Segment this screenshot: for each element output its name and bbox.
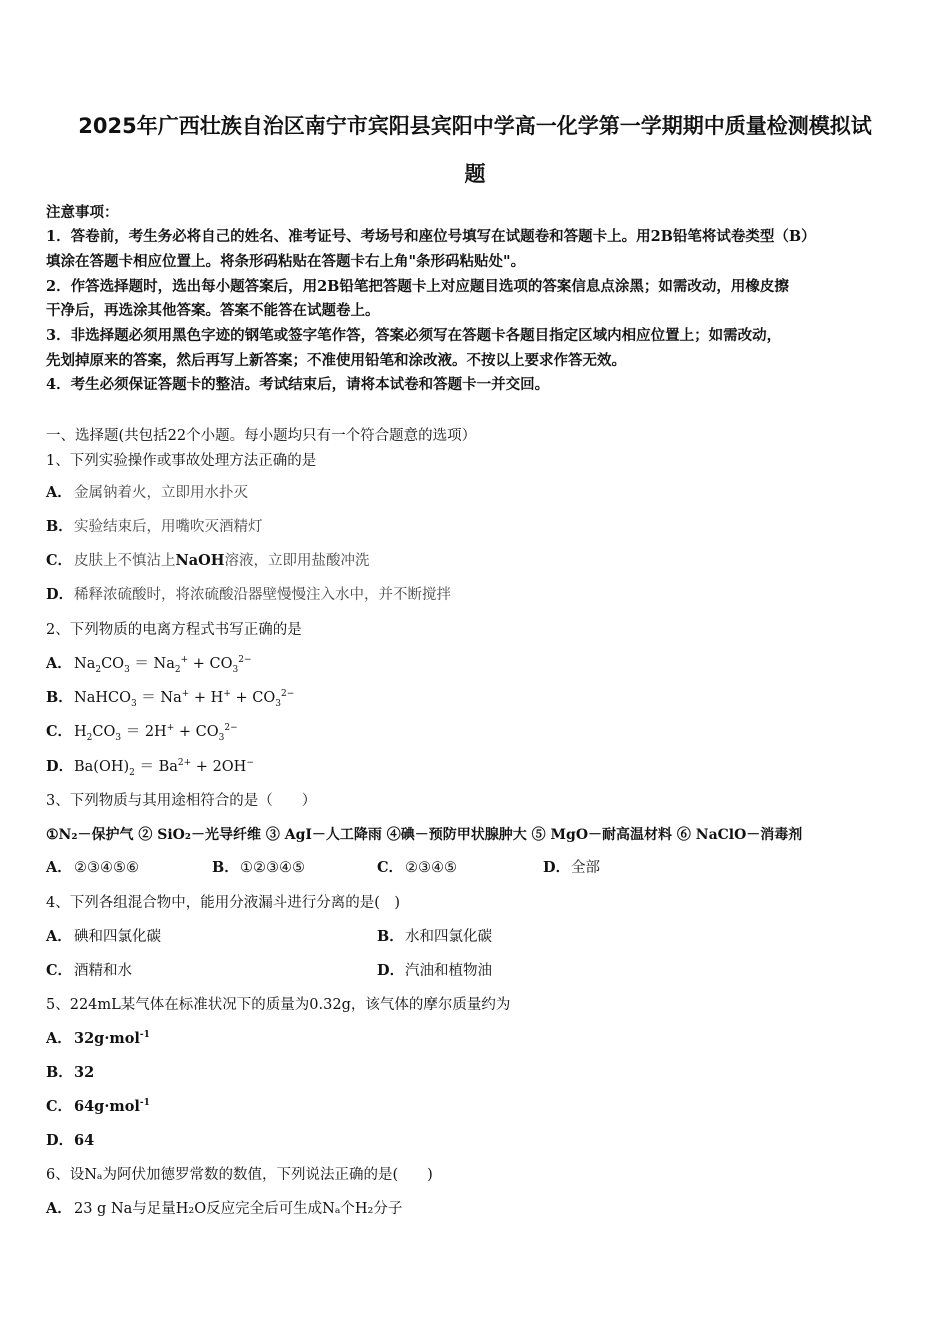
option-label: D． (543, 859, 571, 876)
q2-stem: 2、下列物质的电离方程式书写正确的是 (46, 622, 302, 638)
option-text: 汽油和植物油 (405, 963, 492, 979)
q5-stem: 5、224mL某气体在标准状况下的质量为0.32g，该气体的摩尔质量约为 (46, 997, 511, 1013)
option-label: B． (46, 518, 73, 535)
q1-option-d (46, 585, 451, 605)
q1-option-a (46, 483, 248, 503)
q5-option-b (46, 1063, 94, 1083)
q5-option-c (46, 1097, 150, 1117)
option-text: 稀释浓硫酸时，将浓硫酸沿器壁慢慢注入水中，并不断搅拌 (74, 587, 451, 603)
notice-item-4: 4．考生必须保证答题卡的整洁。考试结束后，请将本试卷和答题卡一并交回。 (46, 376, 550, 393)
notice-item-2b: 干净后，再选涂其他答案。答案不能答在试题卷上。 (46, 302, 380, 319)
option-text: 金属钠着火，立即用水扑灭 (74, 485, 248, 501)
q2-option-d (46, 757, 254, 777)
q5-option-d (46, 1131, 94, 1151)
option-label: A． (46, 1200, 72, 1217)
option-label: C． (46, 723, 73, 740)
option-text: 酒精和水 (74, 963, 132, 979)
option-text: 水和四氯化碳 (405, 929, 492, 945)
q6-stem: 6、设Nₐ为阿伏加德罗常数的数值，下列说法正确的是( ) (46, 1167, 433, 1183)
option-label: D． (46, 758, 74, 775)
option-superscript: -1 (139, 1098, 150, 1109)
option-text: ②③④⑤ (405, 860, 457, 876)
q3-stem: 3、下列物质与其用途相符合的是（ ） (46, 793, 317, 809)
option-text: ①②③④⑤ (240, 860, 305, 876)
q1-option-c (46, 551, 369, 571)
option-label: C． (377, 859, 404, 876)
option-text: 实验结束后，用嘴吹灭酒精灯 (74, 519, 263, 535)
q6-option-a (46, 1199, 402, 1219)
option-label: C． (46, 552, 73, 569)
option-label: B． (212, 859, 239, 876)
section-heading: 一、选择题(共包括22个小题。每小题均只有一个符合题意的选项） (46, 428, 477, 444)
notice-item-1b: 填涂在答题卡相应位置上。将条形码粘贴在答题卡右上角"条形码粘贴处"。 (46, 253, 526, 270)
notice-item-2a: 2．作答选择题时，选出每小题答案后，用2B铅笔把答题卡上对应题目选项的答案信息点涂黑；如需改动，用橡皮擦 (46, 278, 789, 295)
q3-list: ①N₂－保护气 ② SiO₂－光导纤维 ③ AgI－人工降雨 ④碘－预防甲状腺肿大 ⑤ MgO－耐高温材料 ⑥ NaClO－消毒剂 (46, 827, 803, 843)
option-text: 64g·mol (74, 1098, 140, 1115)
option-label: D． (377, 962, 405, 979)
equation: $Ba(OH)_2 = Ba^{2+} + 2OH^-$ (74, 758, 254, 778)
option-text: 皮肤上不慎沾上 (74, 553, 176, 569)
option-label: A． (46, 928, 72, 945)
q2-option-c (46, 722, 238, 742)
notice-item-3b: 先划掉原来的答案，然后再写上新答案；不准使用铅笔和涂改液。不按以上要求作答无效。 (46, 352, 626, 369)
q2-option-a (46, 654, 252, 674)
option-formula: NaOH (175, 552, 225, 569)
option-label: B． (377, 928, 404, 945)
option-label: D． (46, 586, 74, 603)
option-text: 32 (74, 1064, 95, 1081)
q5-option-a (46, 1029, 150, 1049)
option-label: C． (46, 962, 73, 979)
option-label: D． (46, 1132, 74, 1149)
option-label: A． (46, 859, 72, 876)
exam-title-line2: 题 (464, 162, 486, 186)
option-label: A． (46, 484, 72, 501)
option-label: A． (46, 655, 72, 672)
option-text: 碘和四氯化碳 (74, 929, 161, 945)
option-text: 64 (74, 1132, 95, 1149)
option-text: 全部 (571, 860, 600, 876)
exam-title-line1: 2025年广西壮族自治区南宁市宾阳县宾阳中学高一化学第一学期期中质量检测模拟试 (78, 114, 872, 138)
notice-item-3a: 3．非选择题必须用黑色字迹的钢笔或签字笔作答，答案必须写在答题卡各题目指定区域内相应位置上；如需改动， (46, 327, 782, 344)
q1-stem: 1、下列实验操作或事故处理方法正确的是 (46, 453, 317, 469)
equation: NaHCO$_3$ ＝ $Na^+ + H^+ + CO_3^{2-}$ (74, 689, 295, 709)
option-superscript: -1 (139, 1030, 150, 1041)
option-label: B． (46, 689, 73, 706)
q2-option-b (46, 688, 294, 708)
notice-heading: 注意事项： (46, 204, 119, 221)
option-label: A． (46, 1030, 72, 1047)
equation: $H_2CO_3 = 2H^+ + CO_3^{2-}$ (74, 723, 238, 743)
option-text: 32g·mol (74, 1030, 140, 1047)
option-text: 23 g Na与足量H₂O反应完全后可生成Nₐ个H₂分子 (74, 1201, 403, 1217)
option-label: B． (46, 1064, 73, 1081)
option-text: 溶液，立即用盐酸冲洗 (224, 553, 370, 569)
equation: $Na_2CO_3 = Na_2^+ + CO_3^{2-}$ (74, 655, 252, 675)
option-text: ②③④⑤⑥ (74, 860, 139, 876)
option-label: C． (46, 1098, 73, 1115)
q4-stem: 4、下列各组混合物中，能用分液漏斗进行分离的是( ) (46, 895, 401, 911)
q1-option-b (46, 517, 263, 537)
notice-item-1a: 1．答卷前，考生务必将自己的姓名、准考证号、考场号和座位号填写在试题卷和答题卡上。用2B铅笔将试卷类型（B） (46, 228, 816, 245)
